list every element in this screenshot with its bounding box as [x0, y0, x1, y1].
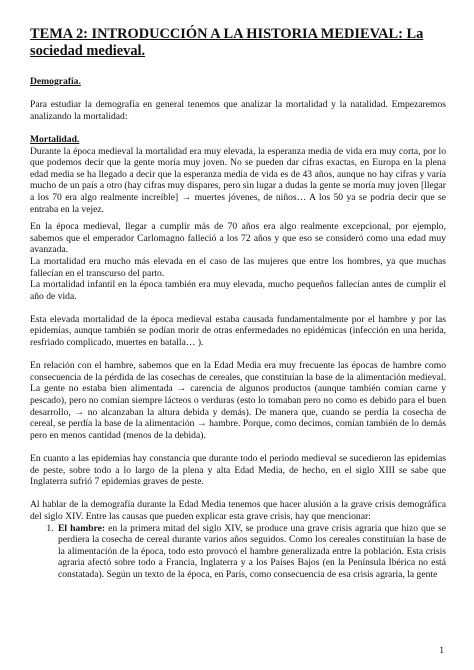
- list-item-text: en la primera mitad del siglo XIV, se produce una grave crisis agraria que hizo que se perdiera la cosecha de cereal durante varios años seguidos. Como los cereales constituían la base de la alimentación de la época, todo esto provocó el hambre generalizada entre la población. Esta crisis agraria afectó sobre todo a Francia, Inglaterra y a los Países Bajos (en la Península Ibérica no está constatada). Según un texto de la época, en París, como consecuencia de esa crisis agraria, la gente: [58, 522, 446, 580]
- causes-list: [30, 523, 446, 581]
- spacer: [30, 488, 446, 500]
- paragraph-crisis-siglo-xiv: Al hablar de la demografía durante la Edad Media tenemos que hacer alusión a la grave crisis demográfica del siglo XIV. Entre las causas que pueden explicar esta grave crisis, hay que mencionar:: [30, 499, 446, 522]
- paragraph-carlomagno: En la época medieval, llegar a cumplir más de 70 años era algo realmente excepcional, por ejemplo, sabemos que el emperador Carlomagno falleció a los 72 años y que eso se consideró como una edad muy avanzada.: [30, 221, 446, 256]
- intro-paragraph: Para estudiar la demografía en general tenemos que analizar la mortalidad y la natalidad. Empezaremos analizando la mortalidad:: [30, 99, 446, 122]
- paragraph-mortalidad-mujeres: La mortalidad era mucho más elevada en el caso de las mujeres que entre los hombres, ya que muchas fallecían en el transcurso del parto.: [30, 255, 446, 279]
- paragraph-hambre: En relación con el hambre, sabemos que en la Edad Media era muy frecuente las épocas de hambre como consecuencia de la pérdida de las cosechas de cereales, que constituían la base de la alimentación medieval. La gente no estaba bien alimentada → carencia de algunos productos (aunque también comían carne y pescado), pero no comían siempre lácteos o verduras (esto lo tomaban pero no como es debido para el buen desarrollo, → no alcanzaban la altura debida y demás). De manera que, cuando se perdía la cosecha de cereal, se perdía la base de la alimentación → hambre. Porque, como decimos, comían también de lo demás pero en menos cantidad (menos de la debida).: [30, 360, 446, 441]
- list-item: [56, 523, 446, 581]
- list-item-label: El hambre:: [58, 522, 106, 534]
- spacer: [30, 349, 446, 361]
- subheading-mortalidad: Mortalidad.: [30, 133, 80, 145]
- paragraph-esperanza-vida: Durante la época medieval la mortalidad era muy elevada, la esperanza media de vida era muy corta, por lo que podemos decir que la gente moría muy joven. No se pueden dar cifras exactas, en Europa en la plena edad media se ha llegado a decir que la esperanza media de vida es de 43 años, aunque no hay cifras y varía mucho de un país a otro (hay cifras muy dispares, pero sin lugar a dudas la gente se moría muy joven [llegar a los 70 era algo realmente increíble] → muertes jóvenes, de niños… A los 50 ya se podría decir que se entraba en la vejez.: [30, 145, 446, 215]
- page-number: 1: [439, 645, 444, 656]
- spacer: [30, 88, 446, 100]
- spacer: [30, 441, 446, 453]
- page-title: TEMA 2: INTRODUCCIÓN A LA HISTORIA MEDIEVAL: La sociedad medieval.: [30, 26, 424, 59]
- spacer: [30, 302, 446, 314]
- paragraph-mortalidad-infantil: La mortalidad infantil en la época también era muy elevada, mucho pequeños fallecían antes de cumplir el año de vida.: [30, 279, 446, 302]
- section-heading-demografia: Demografía.: [30, 76, 81, 87]
- paragraph-epidemias: En cuanto a las epidemias hay constancia que durante todo el periodo medieval se sucedieron las epidemias de peste, sobre todo a lo largo de la plena y alta Edad Media, de hecho, en el siglo XIII se sabe que Inglaterra sufrió 7 epidemias graves de peste.: [30, 453, 446, 488]
- paragraph-causas: Esta elevada mortalidad de la época medieval estaba causada fundamentalmente por el hambre y por las epidemias, aunque también se podían morir de otras enfermedades no epidémicas (infección en una herida, resfriado complicado, muertes en batalla… ).: [30, 313, 446, 349]
- spacer: [30, 122, 446, 134]
